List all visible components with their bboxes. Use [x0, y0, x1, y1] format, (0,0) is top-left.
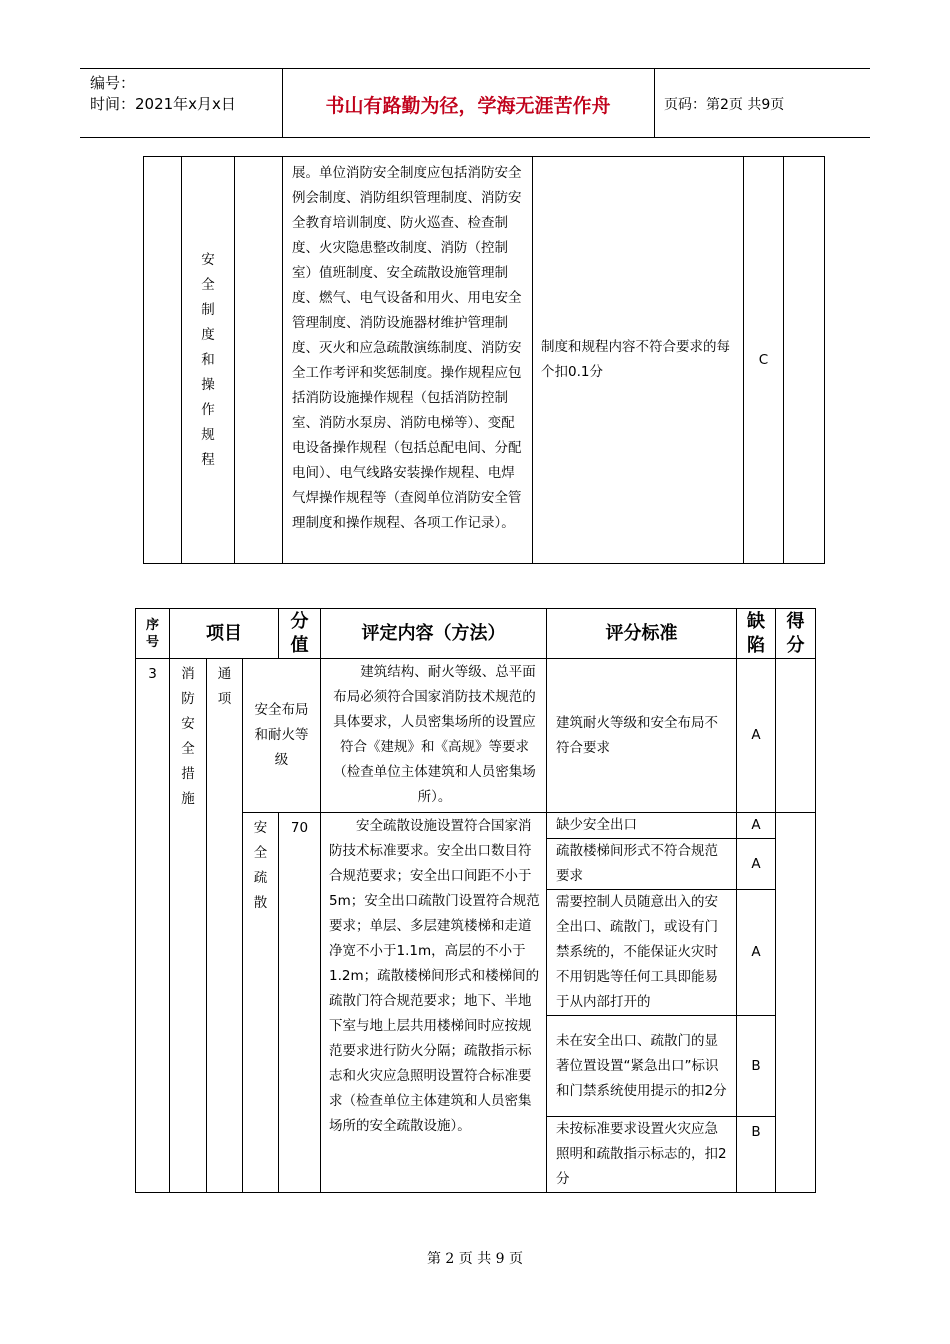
evac-defect-cell: B — [737, 1117, 776, 1193]
table-row — [144, 157, 825, 564]
score-cell — [235, 157, 283, 564]
header-divider — [654, 69, 655, 137]
layout-points-cell — [776, 659, 816, 813]
seq-cell — [144, 157, 182, 564]
evac-criteria-cell: 缺少安全出口 — [547, 813, 737, 839]
subcategory-cell: 通 项 — [207, 659, 243, 1193]
evac-score-cell: 70 — [279, 813, 321, 1193]
evac-criteria-cell: 未在安全出口、疏散门的显著位置设置“紧急出口”标识和门禁系统使用提示的扣2分 — [547, 1016, 737, 1117]
layout-defect-cell: A — [737, 659, 776, 813]
category-cell: 消 防 安 全 措 施 — [170, 659, 207, 1193]
evac-defect-cell: A — [737, 839, 776, 890]
points-cell — [784, 157, 825, 564]
table-row — [136, 659, 816, 813]
criteria-cell: 制度和规程内容不符合要求的每个扣0.1分 — [533, 157, 744, 564]
page-header — [80, 68, 870, 138]
evac-criteria-cell: 需要控制人员随意出入的安全出口、疏散门，或设有门禁系统的，不能保证火灾时不用钥匙等任何工具即能易于从内部打开的 — [547, 890, 737, 1016]
item-title-cell: 安 全 制 度 和 操 作 规 程 — [182, 157, 235, 564]
evac-defect-cell: B — [737, 1016, 776, 1117]
page-indicator: 页码：第2页 共9页 — [664, 97, 785, 113]
table-header-row — [136, 609, 816, 659]
number-label: 编号： — [90, 74, 136, 92]
header-defect: 缺 陷 — [737, 609, 776, 659]
layout-content-cell: 建筑结构、耐火等级、总平面布局必须符合国家消防技术规范的具体要求，人员密集场所的设置应符合《建规》和《高规》等要求（检查单位主体建筑和人员密集场所）。 — [321, 659, 547, 813]
header-seq: 序 号 — [136, 609, 170, 659]
evac-content-cell: 安全疏散设施设置符合国家消防技术标准要求。安全出口数目符合规范要求；安全出口间距不小于5m；安全出口疏散门设置符合规范要求；单层、多层建筑楼梯和走道净宽不小于1.1m，高层的不小于1.2m；疏散楼梯间形式和楼梯间的疏散门符合规范要求；地下、半地下室与地上层共用楼梯间时应按规范要求进行防火分隔；疏散指示标志和火灾应急照明设置符合标准要求（检查单位主体建筑和人员密集场所的安全疏散设施）。 — [321, 813, 547, 1193]
evac-item-cell: 安 全 疏 散 — [243, 813, 279, 1193]
header-meta — [90, 73, 236, 115]
motto: 书山有路勤为径，学海无涯苦作舟 — [325, 95, 611, 117]
header-item: 项目 — [170, 609, 279, 659]
defect-cell: C — [744, 157, 784, 564]
header-score: 分 值 — [279, 609, 321, 659]
rules-table-continued — [143, 156, 825, 564]
content-cell: 展。单位消防安全制度应包括消防安全例会制度、消防组织管理制度、消防安全教育培训制度、防火巡查、检查制度、火灾隐患整改制度、消防（控制室）值班制度、安全疏散设施管理制度、燃气、电气设备和用火、用电安全管理制度、消防设施器材维护管理制度、灭火和应急疏散演练制度、消防安全工作考评和奖惩制度。操作规程应包括消防设施操作规程（包括消防控制室、消防水泵房、消防电梯等）、变配电设备操作规程（包括总配电间、分配电间）、电气线路安装操作规程、电焊气焊操作规程等（查阅单位消防安全管理制度和操作规程、各项工作记录）。 — [283, 157, 533, 564]
evac-points-cell — [776, 813, 816, 1193]
rules-table — [135, 608, 816, 1193]
layout-item-cell: 安全布局和耐火等级 — [243, 659, 321, 813]
header-content: 评定内容（方法） — [321, 609, 547, 659]
page-footer: 第 2 页 共 9 页 — [426, 1251, 524, 1267]
evac-defect-cell: A — [737, 813, 776, 839]
header-points: 得 分 — [776, 609, 816, 659]
layout-criteria-cell: 建筑耐火等级和安全布局不符合要求 — [547, 659, 737, 813]
evac-defect-cell: A — [737, 890, 776, 1016]
time-label: 时间：2021年x月x日 — [90, 95, 236, 113]
header-criteria: 评分标准 — [547, 609, 737, 659]
evac-criteria-cell: 未按标准要求设置火灾应急照明和疏散指示标志的，扣2分 — [547, 1117, 737, 1193]
evac-criteria-cell: 疏散楼梯间形式不符合规范要求 — [547, 839, 737, 890]
seq-cell: 3 — [136, 659, 170, 1193]
